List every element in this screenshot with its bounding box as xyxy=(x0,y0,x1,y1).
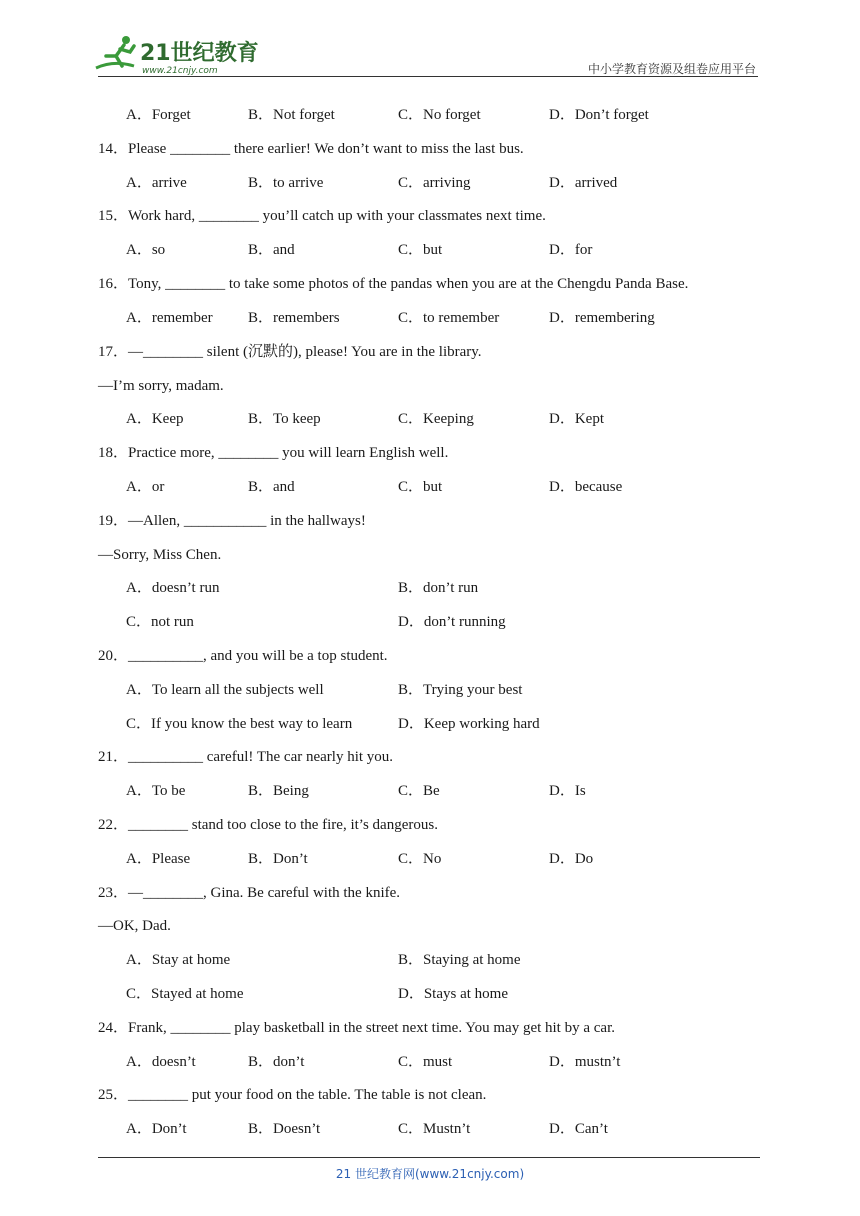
option: D．remembering xyxy=(549,310,655,326)
option: C．arriving xyxy=(398,175,471,191)
option: B．Being xyxy=(248,783,309,799)
option: B．Don’t xyxy=(248,851,308,867)
question-15-stem: 15．Work hard, ________ you’ll catch up with your classmates next time. xyxy=(98,208,546,224)
option: B．don’t xyxy=(248,1054,305,1070)
option: C．must xyxy=(398,1054,453,1070)
option: D．for xyxy=(549,242,593,258)
option: A．Keep xyxy=(126,411,184,427)
option: D．don’t running xyxy=(398,614,506,630)
question-23-response: —OK, Dad. xyxy=(98,918,171,934)
option: D．Can’t xyxy=(549,1121,608,1137)
option: C．If you know the best way to learn xyxy=(126,716,353,732)
question-20-options-row-1 xyxy=(0,680,860,700)
option: B．Staying at home xyxy=(398,952,521,968)
option: D．Is xyxy=(549,783,586,799)
option: A．arrive xyxy=(126,175,187,191)
option: C．but xyxy=(398,479,443,495)
question-17-response: —I’m sorry, madam. xyxy=(98,378,224,394)
option: A．doesn’t xyxy=(126,1054,196,1070)
question-20-options-row-2 xyxy=(0,714,860,734)
header-divider xyxy=(98,76,758,77)
option: B．To keep xyxy=(248,411,321,427)
question-25-stem: 25．________ put your food on the table. The table is not clean. xyxy=(98,1087,487,1103)
option: A．To learn all the subjects well xyxy=(126,682,324,698)
option: D．Stays at home xyxy=(398,986,508,1002)
option: A．remember xyxy=(126,310,213,326)
question-19-stem: 19．—Allen, ___________ in the hallways! xyxy=(98,513,366,529)
option: D．Keep working hard xyxy=(398,716,540,732)
option: C．Be xyxy=(398,783,440,799)
question-24-options xyxy=(0,1052,860,1072)
option: D．Kept xyxy=(549,411,604,427)
question-16-options xyxy=(0,308,860,328)
question-22-options xyxy=(0,849,860,869)
option: B．Doesn’t xyxy=(248,1121,321,1137)
option: D．because xyxy=(549,479,623,495)
question-18-options xyxy=(0,477,860,497)
option: A．To be xyxy=(126,783,186,799)
question-19-response: —Sorry, Miss Chen. xyxy=(98,547,222,563)
option: C．but xyxy=(398,242,443,258)
option: B．remembers xyxy=(248,310,340,326)
question-21-stem: 21．__________ careful! The car nearly hit you. xyxy=(98,749,394,765)
question-19-options-row-1 xyxy=(0,578,860,598)
question-19-options-row-2 xyxy=(0,612,860,632)
question-15-options xyxy=(0,240,860,260)
header-platform-text: 中小学教育资源及组卷应用平台 xyxy=(587,62,756,76)
question-18-stem: 18．Practice more, ________ you will learn English well. xyxy=(98,445,449,461)
footer-divider xyxy=(98,1157,760,1158)
option: B．don’t run xyxy=(398,580,479,596)
option: C．to remember xyxy=(398,310,500,326)
option: B．Not forget xyxy=(248,107,335,123)
option: B．and xyxy=(248,242,295,258)
question-21-options xyxy=(0,781,860,801)
footer-site-link[interactable]: 21 世纪教育网(www.21cnjy.com) xyxy=(335,1167,525,1181)
option: D．arrived xyxy=(549,175,618,191)
option: C．Stayed at home xyxy=(126,986,244,1002)
option: A．or xyxy=(126,479,165,495)
site-logo[interactable] xyxy=(94,32,264,78)
option: A．Stay at home xyxy=(126,952,231,968)
question-23-options-row-2 xyxy=(0,984,860,1004)
question-13-options xyxy=(0,105,860,125)
option: C．No forget xyxy=(398,107,481,123)
svg-text:21世纪教育: 21世纪教育 xyxy=(140,41,259,66)
option: B．Trying your best xyxy=(398,682,523,698)
question-16-stem: 16．Tony, ________ to take some photos of the pandas when you are at the Chengdu Panda Base. xyxy=(98,276,689,292)
option: C．Mustn’t xyxy=(398,1121,471,1137)
question-23-stem: 23．—________, Gina. Be careful with the knife. xyxy=(98,885,401,901)
option: A．doesn’t run xyxy=(126,580,220,596)
option: A．Forget xyxy=(126,107,191,123)
option: A．Don’t xyxy=(126,1121,187,1137)
question-23-options-row-1 xyxy=(0,950,860,970)
option: D．Do xyxy=(549,851,594,867)
question-17-stem: 17．—________ silent (沉默的), please! You are in the library. xyxy=(98,344,482,360)
page-header xyxy=(0,0,860,80)
option: B．and xyxy=(248,479,295,495)
logo-graphic xyxy=(94,32,264,78)
question-20-stem: 20．__________, and you will be a top student. xyxy=(98,648,388,664)
question-22-stem: 22．________ stand too close to the fire, it’s dangerous. xyxy=(98,817,438,833)
option: C．Keeping xyxy=(398,411,474,427)
option: A．so xyxy=(126,242,166,258)
question-17-options xyxy=(0,409,860,429)
question-14-stem: 14．Please ________ there earlier! We don’t want to miss the last bus. xyxy=(98,141,524,157)
svg-text:www.21cnjy.com: www.21cnjy.com xyxy=(142,66,218,76)
question-14-options xyxy=(0,173,860,193)
option: C．No xyxy=(398,851,442,867)
question-25-options xyxy=(0,1119,860,1139)
option: D．Don’t forget xyxy=(549,107,649,123)
question-24-stem: 24．Frank, ________ play basketball in the street next time. You may get hit by a car. xyxy=(98,1020,615,1036)
option: B．to arrive xyxy=(248,175,324,191)
option: D．mustn’t xyxy=(549,1054,621,1070)
option: A．Please xyxy=(126,851,191,867)
option: C．not run xyxy=(126,614,194,630)
